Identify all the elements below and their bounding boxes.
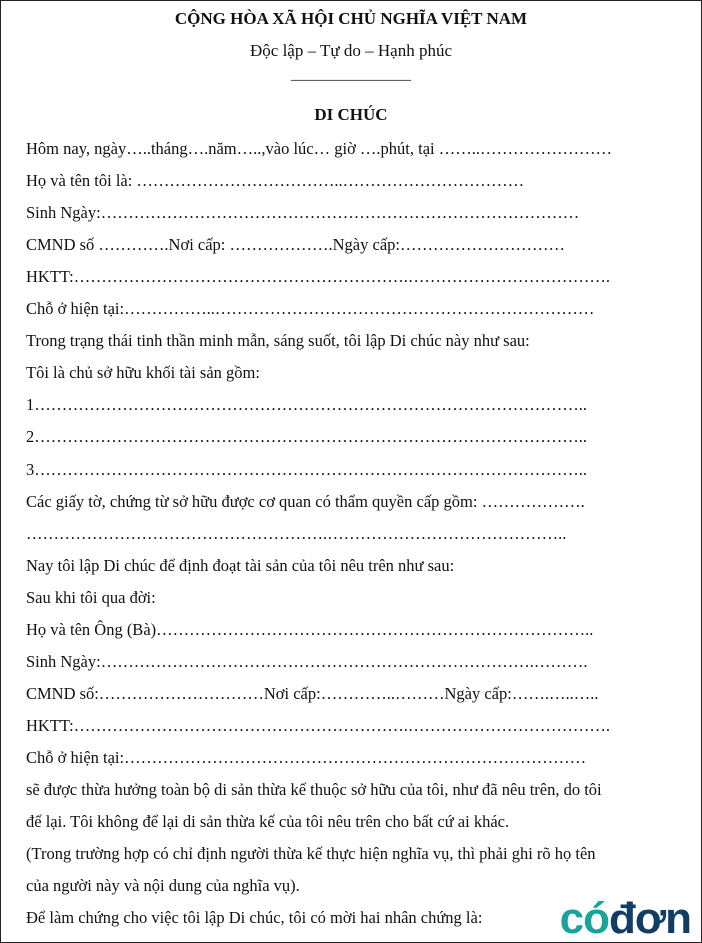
document-line: HKTT:…………………………………………………….………………………………. (26, 267, 611, 287)
document-line: Nay tôi lập Di chúc để định đoạt tài sản của tôi nêu trên như sau: (26, 555, 455, 575)
document-line: ……………………………………………….…………………………………….. (26, 523, 567, 543)
document-line: CMND số:…………………………Nơi cấp:…………..………Ngày cấp:…….…..….. (26, 683, 599, 703)
document-line: của người này và nội dung của nghĩa vụ). (26, 876, 300, 896)
document-line: CMND số ………….Nơi cấp: ……………….Ngày cấp:………………………… (26, 235, 565, 255)
logo-part-don: đơn (608, 894, 691, 943)
document-line: Sinh Ngày:…………………………………………………………………….………. (26, 651, 588, 671)
header-separator: ________________ (291, 67, 411, 83)
document-line: Chỗ ở hiện tại:………………………………………………………………………… (26, 747, 587, 767)
document-line: Chỗ ở hiện tại:……………..…………………………………………………………… (26, 299, 595, 319)
document-line: Sinh Ngày:…………………………………………………………………………… (26, 203, 580, 223)
document-line: Họ và tên Ông (Bà)…………………………………………………………………….. (26, 619, 594, 639)
document-title: DI CHÚC (314, 105, 388, 124)
document-line: Để làm chứng cho việc tôi lập Di chúc, tôi có mời hai nhân chứng là: (26, 908, 483, 928)
document-line: Họ và tên tôi là: ………………………………..…………………………… (26, 171, 525, 191)
document-line: 1……………………………………………………………………………………….. (26, 395, 587, 415)
motto: Độc lập – Tự do – Hạnh phúc (250, 41, 452, 60)
document-line: sẽ được thừa hưởng toàn bộ di sản thừa kế thuộc sở hữu của tôi, như đã nêu trên, do tôi (26, 780, 602, 799)
document-line: Hôm nay, ngày…..tháng….năm…..,vào lúc… giờ ….phút, tại ……..…………………… (26, 139, 613, 158)
document-line: Tôi là chủ sở hữu khối tài sản gồm: (26, 363, 260, 383)
document-line: Trong trạng thái tinh thần minh mẫn, sáng suốt, tôi lập Di chúc này như sau: (26, 331, 530, 351)
logo-part-co: có (559, 894, 609, 943)
document-line: Các giấy tờ, chứng từ sở hữu được cơ quan có thẩm quyền cấp gồm: ………………. (26, 491, 585, 511)
codon-logo (560, 896, 691, 942)
document-line: 2……………………………………………………………………………………….. (26, 427, 587, 447)
document-line: 3……………………………………………………………………………………….. (26, 459, 587, 479)
document-line: để lại. Tôi không để lại di sản thừa kế của tôi nêu trên cho bất cứ ai khác. (26, 812, 510, 831)
nation-heading: CỘNG HÒA XÃ HỘI CHỦ NGHĨA VIỆT NAM (174, 9, 528, 28)
document-line: (Trong trường hợp có chỉ định người thừa kế thực hiện nghĩa vụ, thì phải ghi rõ họ tên (26, 844, 596, 864)
document-line: HKTT:…………………………………………………….………………………………. (26, 715, 611, 735)
document-line: Sau khi tôi qua đời: (26, 587, 156, 607)
